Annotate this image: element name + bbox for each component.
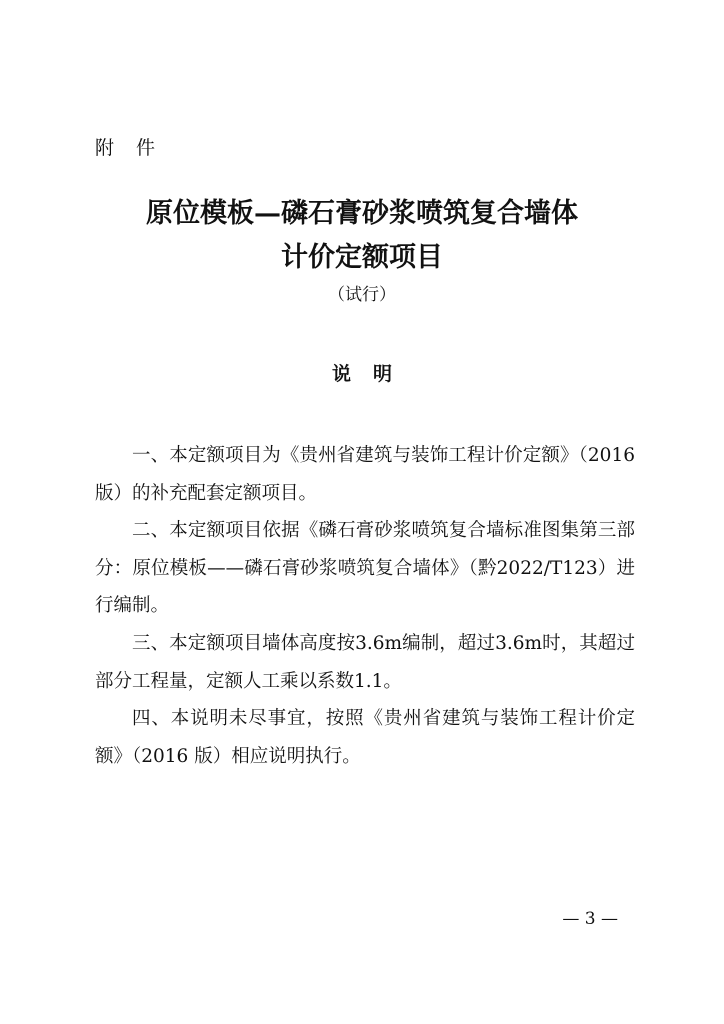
document-subtitle: （试行）: [328, 285, 396, 305]
paragraph-1: 一、本定额项目为《贵州省建筑与装饰工程计价定额》（2016版）的补充配套定额项目。: [95, 445, 635, 504]
document-body: [95, 437, 635, 775]
paragraph-2: 二、本定额项目依据《磷石膏砂浆喷筑复合墙标准图集第三部分：原位模板——磷石膏砂浆喷筑复合墙体》（黔2022/T123）进行编制。: [95, 520, 635, 617]
paragraph-3: 三、本定额项目墙体高度按3.6m编制，超过3.6m时，其超过部分工程量，定额人工乘以系数1.1。: [95, 632, 635, 692]
document-title-line-1: 原位模板—磷石膏砂浆喷筑复合墙体: [146, 198, 578, 229]
paragraph-4: 四、本说明未尽事宜，按照《贵州省建筑与装饰工程计价定额》（2016 版）相应说明执行。: [95, 708, 635, 767]
document-title-line-2: 计价定额项目: [281, 242, 443, 273]
page-number: — 3 —: [562, 909, 618, 929]
attachment-label: 附件: [95, 137, 178, 159]
section-heading: 说明: [331, 363, 414, 385]
